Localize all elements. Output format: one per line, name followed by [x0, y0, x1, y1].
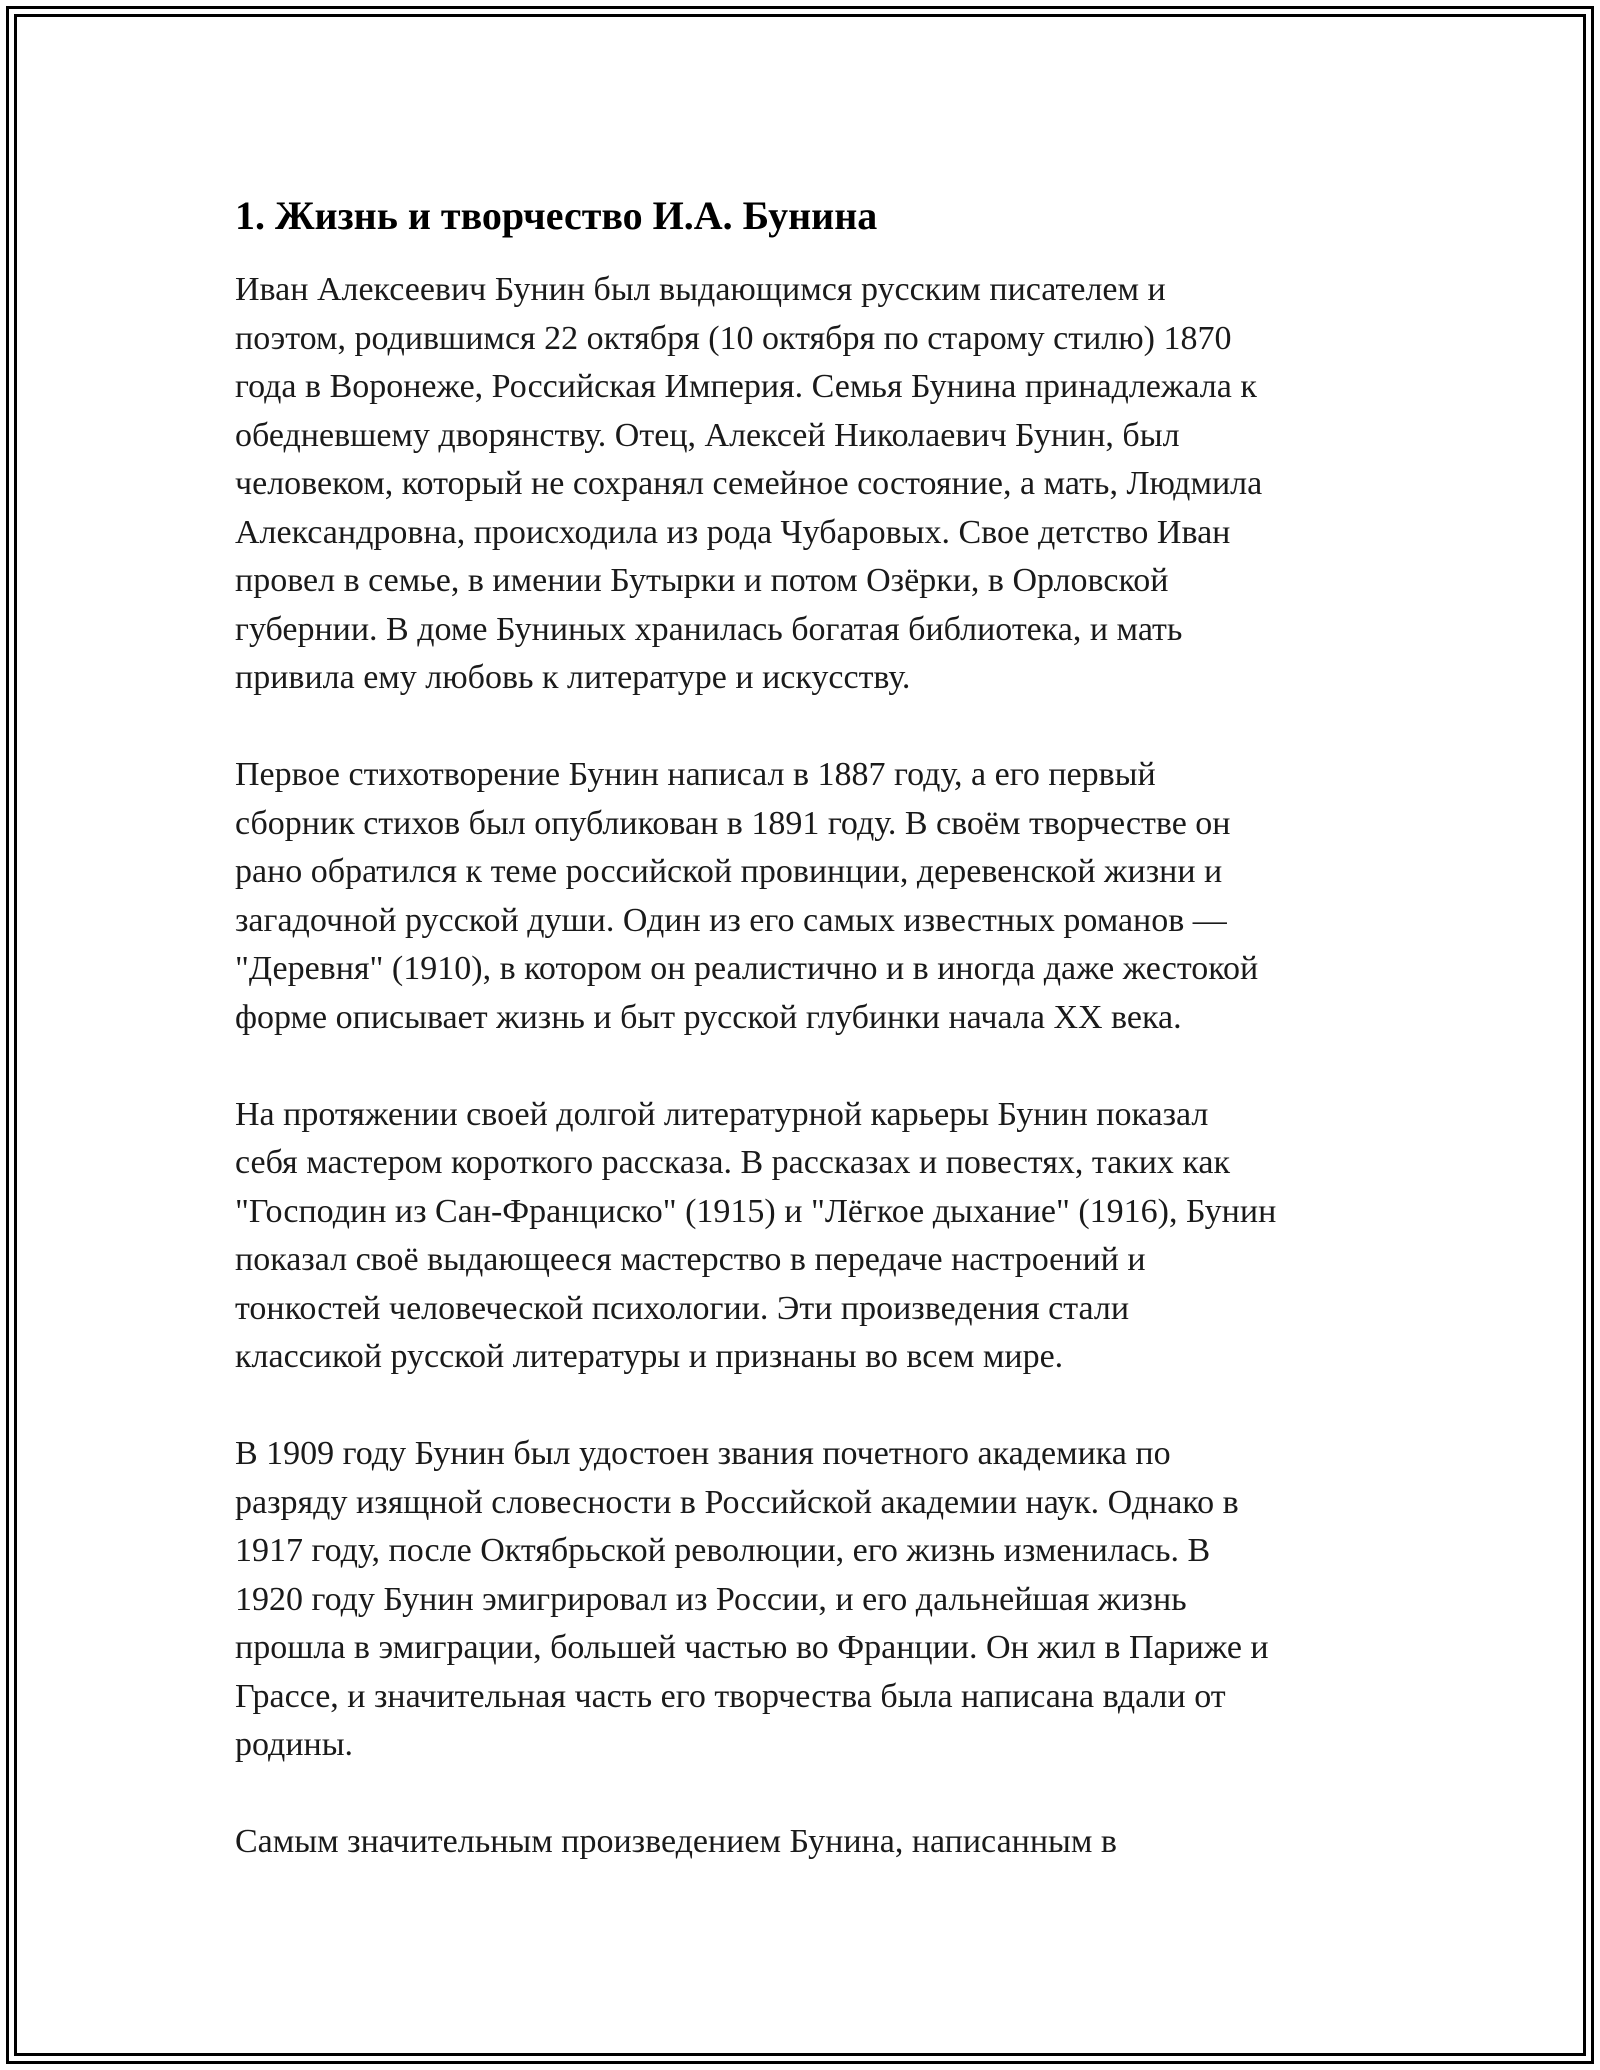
- text-line: разряду изящной словесности в Российской академии наук. Однако в: [235, 1483, 1239, 1521]
- paragraph-4: [235, 1430, 1385, 1770]
- text-line: Самым значительным произведением Бунина, написанным в: [235, 1823, 1117, 1860]
- text-line: "Деревня" (1910), в котором он реалистично и в иногда даже жестокой: [235, 950, 1259, 987]
- text-line: В 1909 году Бунин был удостоен звания почетного академика по: [235, 1435, 1171, 1472]
- text-line: 1917 году, после Октябрьской революции, его жизнь изменилась. В: [235, 1532, 1211, 1569]
- text-line: родины.: [235, 1726, 354, 1763]
- text-line: показал своё выдающееся мастерство в передаче настроений и: [235, 1241, 1146, 1278]
- text-line: губернии. В доме Буниных хранилась богатая библиотека, и мать: [235, 610, 1183, 648]
- section-heading: 1. Жизнь и творчество И.А. Бунина: [235, 193, 878, 238]
- text-line: загадочной русской души. Один из его самых известных романов —: [235, 901, 1227, 939]
- text-line: тонкостей человеческой психологии. Эти произведения стали: [235, 1289, 1130, 1327]
- text-line: прошла в эмиграции, большей частью во Франции. Он жил в Париже и: [235, 1629, 1269, 1666]
- text-line: года в Воронеже, Российская Империя. Семья Бунина принадлежала к: [235, 368, 1257, 405]
- text-line: человеком, который не сохранял семейное состояние, а мать, Людмила: [235, 465, 1263, 502]
- text-line: Иван Алексеевич Бунин был выдающимся русским писателем и: [235, 271, 1166, 308]
- text-line: поэтом, родившимся 22 октября (10 октября по старому стилю) 1870: [235, 319, 1232, 357]
- text-line: себя мастером короткого рассказа. В рассказах и повестях, таких как: [235, 1144, 1231, 1181]
- text-line: 1920 году Бунин эмигрировал из России, и его дальнейшая жизнь: [235, 1580, 1187, 1618]
- text-line: классикой русской литературы и признаны во всем мире.: [235, 1338, 1064, 1375]
- text-line: "Господин из Сан-Франциско" (1915) и "Лёгкое дыхание" (1916), Бунин: [235, 1192, 1277, 1230]
- text-line: обедневшему дворянству. Отец, Алексей Николаевич Бунин, был: [235, 416, 1180, 454]
- text-line: форме описывает жизнь и быт русской глубинки начала XX века.: [235, 998, 1182, 1036]
- paragraph-3: [235, 1091, 1385, 1382]
- text-line: сборник стихов был опубликован в 1891 году. В своём творчестве он: [235, 804, 1231, 842]
- text-line: Грассе, и значительная часть его творчества была написана вдали от: [235, 1677, 1226, 1715]
- paragraph-1: [235, 266, 1385, 703]
- paragraph-2: [235, 751, 1385, 1042]
- text-line: Первое стихотворение Бунин написал в 1887 году, а его первый: [235, 756, 1156, 793]
- text-line: привила ему любовь к литературе и искусству.: [235, 659, 911, 696]
- text-line: На протяжении своей долгой литературной карьеры Бунин показал: [235, 1095, 1209, 1133]
- paragraph-5: [235, 1818, 1385, 1867]
- text-line: провел в семье, в имении Бутырки и потом Озёрки, в Орловской: [235, 562, 1169, 599]
- text-line: Александровна, происходила из рода Чубаровых. Свое детство Иван: [235, 513, 1231, 551]
- text-line: рано обратился к теме российской провинции, деревенской жизни и: [235, 853, 1223, 890]
- document-body: [235, 180, 1385, 1915]
